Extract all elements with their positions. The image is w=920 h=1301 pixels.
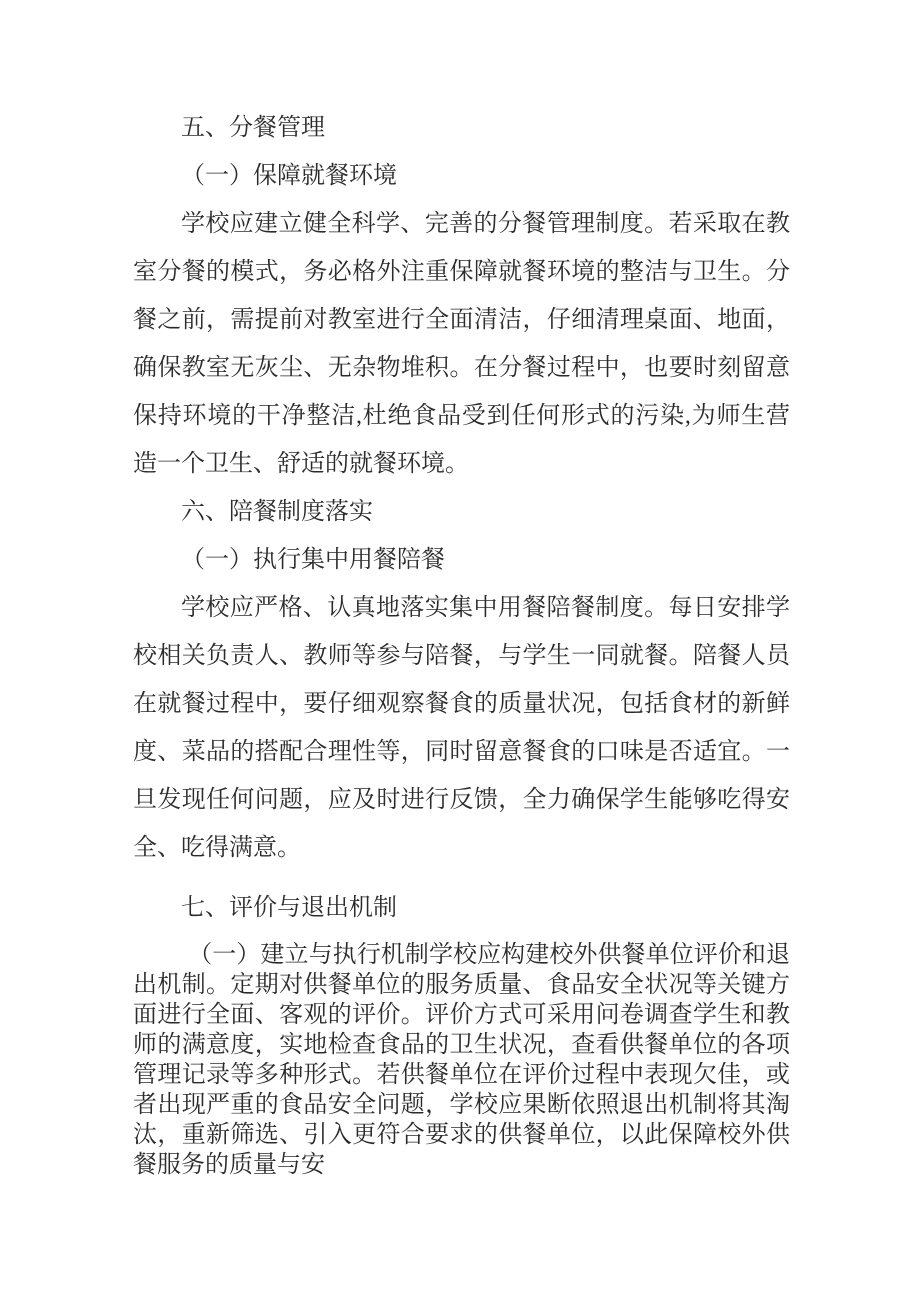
section-seven-paragraph: （一）建立与执行机制学校应构建校外供餐单位评价和退出机制。定期对供餐单位的服务质量、食品安全状况等关键方面进行全面、客观的评价。评价方式可采用问卷调查学生和教师的满意度，实地检查食品的卫生状况，查看供餐单位的各项管理记录等多种形式。若供餐单位在评价过程中表现欠佳，或者出现严重的食品安全问题，学校应果断依照退出机制将其淘汰，重新筛选、引入更符合要求的供餐单位，以此保障校外供餐服务的质量与安 bbox=[133, 942, 790, 1178]
section-five-subheading: （一）保障就餐环境 bbox=[181, 163, 397, 189]
section-seven bbox=[133, 884, 790, 1180]
section-six-subheading: （一）执行集中用餐陪餐 bbox=[181, 547, 445, 573]
section-six-heading: 六、陪餐制度落实 bbox=[181, 499, 373, 525]
section-six-paragraph: 学校应严格、认真地落实集中用餐陪餐制度。每日安排学校相关负责人、教师等参与陪餐，与学生一同就餐。陪餐人员在就餐过程中，要仔细观察餐食的质量状况，包括食材的新鲜度、菜品的搭配合理性等，同时留意餐食的口味是否适宜。一旦发现任何问题，应及时进行反馈，全力确保学生能够吃得安全、吃得满意。 bbox=[133, 595, 790, 861]
section-five-paragraph: 学校应建立健全科学、完善的分餐管理制度。若采取在教室分餐的模式，务必格外注重保障就餐环境的整洁与卫生。分餐之前，需提前对教室进行全面清洁，仔细清理桌面、地面，确保教室无灰尘、无杂物堆积。在分餐过程中，也要时刻留意保持环境的干净整洁,杜绝食品受到任何形式的污染,为师生营造一个卫生、舒适的就餐环境。 bbox=[133, 211, 790, 477]
section-six bbox=[133, 488, 790, 872]
section-five bbox=[133, 104, 790, 488]
section-seven-heading: 七、评价与退出机制 bbox=[181, 895, 397, 921]
section-five-heading: 五、分餐管理 bbox=[181, 115, 325, 141]
